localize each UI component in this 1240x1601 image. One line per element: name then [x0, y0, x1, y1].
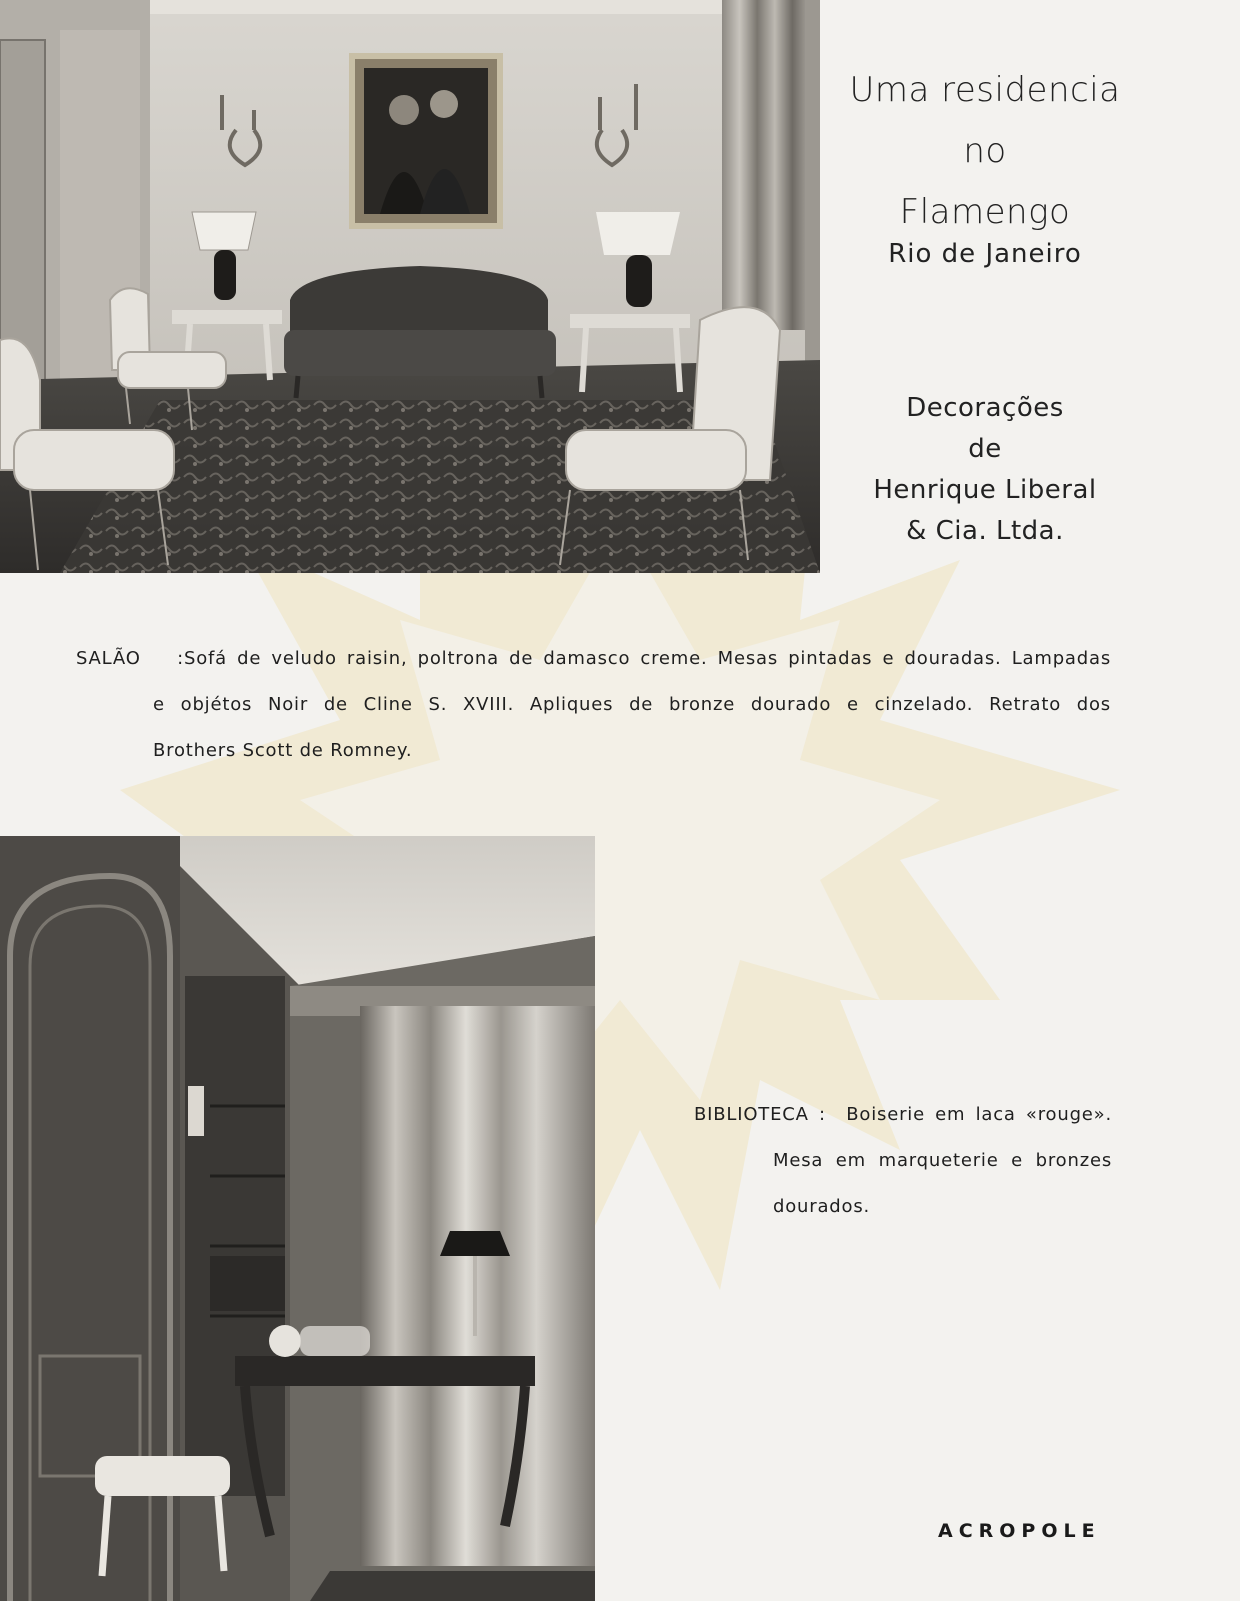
salon-caption-label: SALÃO :	[76, 648, 184, 669]
library-caption-label: BIBLIOTECA :	[694, 1104, 826, 1125]
salon-photo	[0, 0, 820, 573]
publication-mark: ACROPOLE	[938, 1520, 1101, 1542]
salon-caption-line-1: Sofá de veludo raisin, poltrona de damasco creme. Mesas pintadas e douradas. Lampadas	[184, 648, 1111, 669]
library-photo	[0, 836, 595, 1601]
library-caption-line-2: Mesa em marqueterie e bronzes	[773, 1150, 1112, 1171]
credit-line-1: Decorações	[906, 393, 1064, 423]
library-caption-line-3: dourados.	[773, 1196, 871, 1217]
decorator-credit	[830, 388, 1140, 552]
library-caption-line-1: Boiserie em laca «rouge».	[846, 1104, 1113, 1125]
title-line-3: Flamengo	[899, 192, 1071, 232]
title-line-2: no	[963, 131, 1007, 171]
credit-line-3: Henrique Liberal	[873, 475, 1097, 505]
credit-line-4: & Cia. Ltda.	[906, 516, 1064, 546]
salon-caption-line-3: Brothers Scott de Romney.	[153, 740, 413, 761]
title-line-1: Uma residencia	[849, 70, 1121, 110]
library-caption	[694, 1092, 1112, 1230]
article-title	[830, 60, 1140, 271]
salon-caption	[76, 636, 1111, 774]
salon-caption-line-2: e objétos Noir de Cline S. XVIII. Apliques de bronze dourado e cinzelado. Retrato dos	[153, 694, 1111, 715]
credit-line-2: de	[968, 434, 1002, 464]
title-location: Rio de Janeiro	[888, 239, 1082, 269]
